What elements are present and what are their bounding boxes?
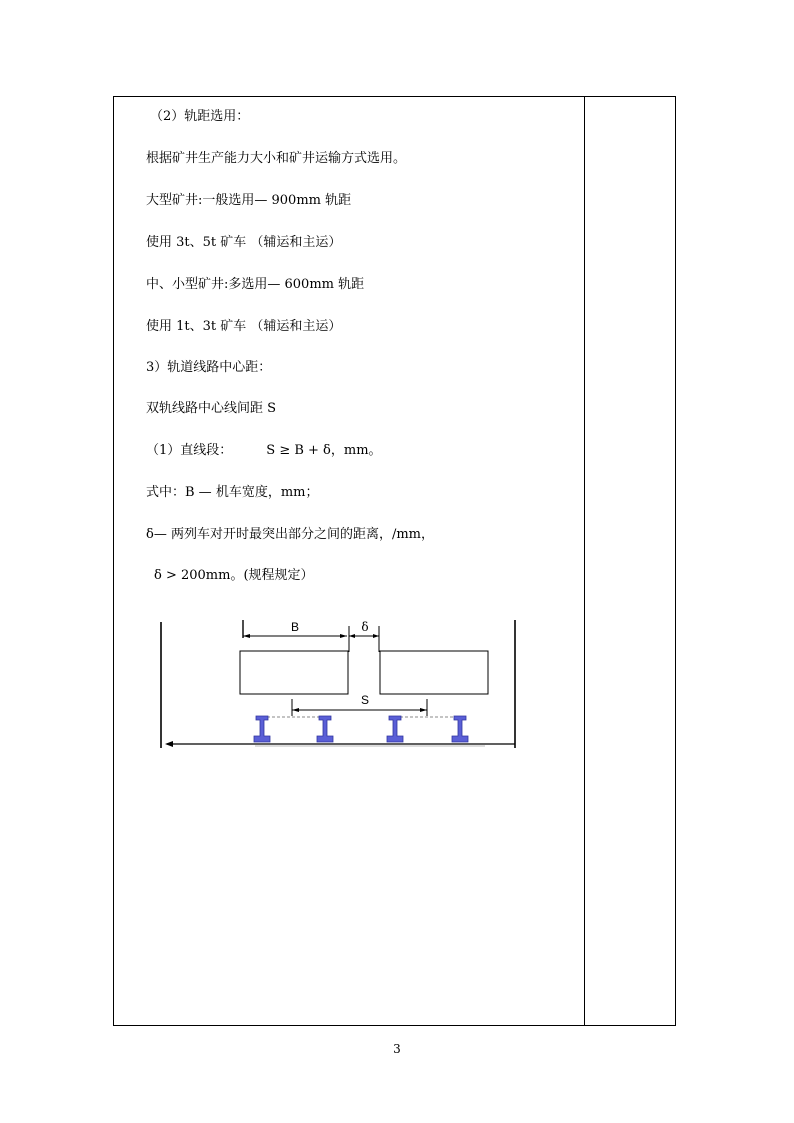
text-selection-basis: 根据矿井生产能力大小和矿井运输方式选用。 bbox=[146, 151, 407, 166]
s-arrow-left-icon bbox=[292, 708, 299, 712]
left-car-body bbox=[240, 651, 348, 694]
text-formula-delta-definition: δ— 两列车对开时最突出部分之间的距离，/mm， bbox=[146, 527, 434, 542]
delta-arrow-right-icon bbox=[373, 634, 379, 638]
b-arrow-left-icon bbox=[243, 634, 250, 638]
text-delta-regulation: δ > 200mm。(规程规定） bbox=[154, 568, 314, 583]
text-straight-section bbox=[146, 442, 382, 460]
straight-section-label: （1）直线段： bbox=[146, 443, 233, 458]
track-spacing-diagram bbox=[155, 612, 525, 754]
table-column-divider bbox=[584, 96, 585, 1026]
rail-icon bbox=[254, 716, 270, 742]
label-b: B bbox=[290, 620, 300, 634]
text-large-mine: 大型矿井:一般选用— 900mm 轨距 bbox=[146, 193, 352, 208]
rail-icon bbox=[317, 716, 333, 742]
heading-track-center-distance: 3）轨道线路中心距： bbox=[146, 360, 272, 375]
rail-icon bbox=[452, 716, 468, 742]
delta-arrow-left-icon bbox=[349, 634, 355, 638]
spacing-formula: S ≥ B + δ，mm。 bbox=[266, 443, 382, 458]
text-large-mine-cars: 使用 3t、5t 矿车 （辅运和主运） bbox=[146, 235, 342, 250]
b-arrow-right-icon bbox=[340, 634, 347, 638]
text-small-mine: 中、小型矿井:多选用— 600mm 轨距 bbox=[146, 277, 365, 292]
right-car-body bbox=[380, 651, 488, 694]
text-formula-b-definition: 式中：B — 机车宽度，mm； bbox=[146, 485, 319, 500]
label-delta: δ bbox=[361, 620, 369, 634]
rail-icon bbox=[387, 716, 403, 742]
heading-gauge-selection: （2）轨距选用： bbox=[150, 109, 250, 124]
page-number: 3 bbox=[393, 1042, 401, 1056]
text-small-mine-cars: 使用 1t、3t 矿车 （辅运和主运） bbox=[146, 319, 342, 334]
s-arrow-right-icon bbox=[420, 708, 427, 712]
text-double-track-spacing: 双轨线路中心线间距 S bbox=[146, 401, 277, 416]
ground-arrow-icon bbox=[165, 741, 173, 747]
label-s: S bbox=[360, 693, 370, 707]
